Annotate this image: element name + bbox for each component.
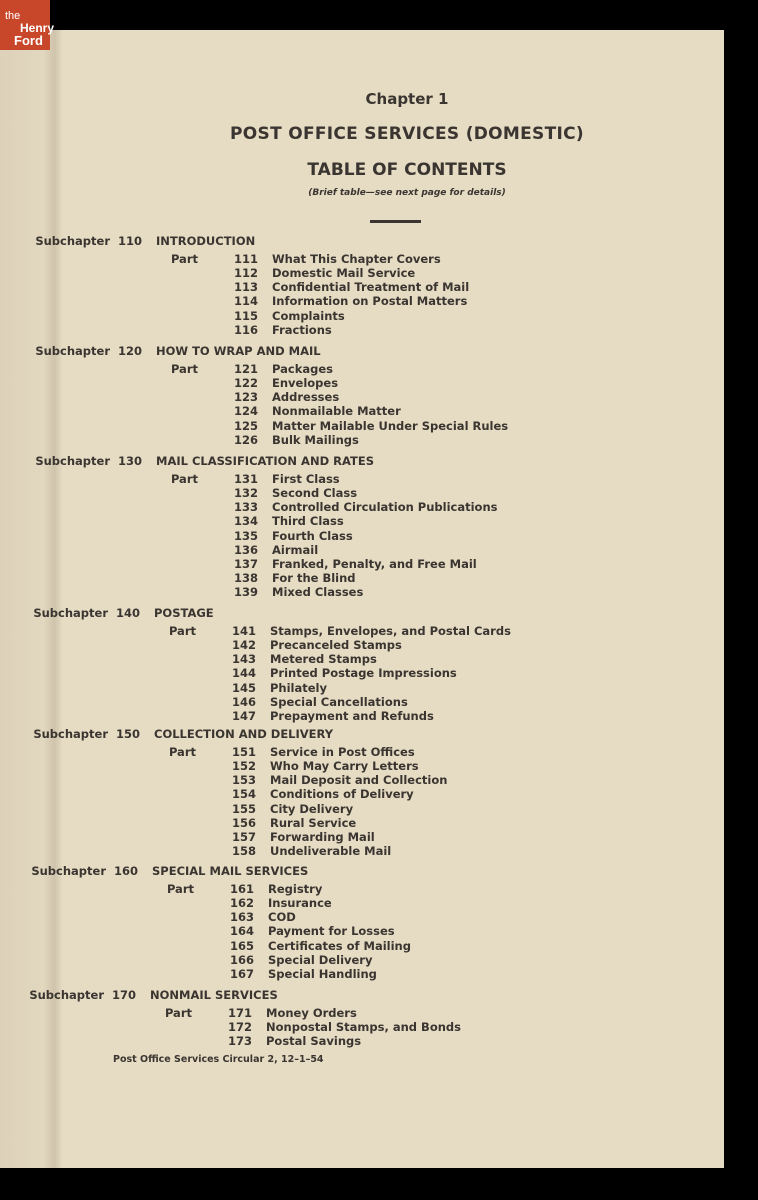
- part-title: Stamps, Envelopes, and Postal Cards: [270, 624, 511, 638]
- part-title: Packages: [272, 362, 333, 376]
- part-number: 131: [234, 472, 259, 486]
- part-title: Nonmailable Matter: [272, 404, 401, 419]
- part-number: 164: [230, 924, 255, 939]
- part-number: 143: [232, 652, 257, 667]
- part-title: Confidential Treatment of Mail: [272, 280, 470, 295]
- part-number: 161: [230, 882, 255, 896]
- subchapter-label: Subchapter: [35, 454, 110, 468]
- part-title: Fractions: [272, 322, 332, 337]
- part-label: Part: [170, 362, 198, 376]
- part-title: Addresses: [272, 390, 340, 405]
- part-number: 133: [234, 500, 259, 515]
- brief-note: (Brief table—see next page for details): [308, 188, 506, 198]
- part-number: 121: [234, 362, 259, 376]
- subchapter-heading: [0, 606, 436, 620]
- part-title: Metered Stamps: [270, 652, 377, 667]
- subchapter-heading: [0, 234, 438, 248]
- subchapter-number: 150: [116, 727, 141, 741]
- part-title: Airmail: [272, 542, 319, 557]
- subchapter-title: NONMAIL SERVICES: [150, 988, 278, 1002]
- part-number: 134: [234, 514, 259, 529]
- part-number: 116: [234, 322, 259, 337]
- part-title: Matter Mailable Under Special Rules: [272, 418, 509, 433]
- part-number: 166: [230, 952, 255, 967]
- logo-ford: Ford: [14, 33, 43, 48]
- part-number: 152: [232, 759, 257, 774]
- part-title: Information on Postal Matters: [272, 294, 468, 309]
- part-number: 112: [234, 266, 259, 281]
- part-number: 132: [234, 486, 259, 501]
- part-label: Part: [170, 252, 198, 266]
- subchapter-title: POSTAGE: [154, 606, 214, 620]
- part-title: Controlled Circulation Publications: [272, 500, 498, 515]
- part-title: For the Blind: [272, 571, 356, 586]
- part-number: 125: [234, 418, 259, 433]
- logo-the: the: [5, 10, 21, 22]
- part-title: Special Cancellations: [270, 694, 408, 709]
- part-title: Registry: [268, 882, 323, 896]
- part-title: Printed Postage Impressions: [270, 666, 457, 681]
- part-title: Bulk Mailings: [272, 432, 359, 447]
- part-title: Payment for Losses: [268, 924, 395, 939]
- subchapter-number: 130: [118, 454, 143, 468]
- part-number: 141: [232, 624, 257, 638]
- part-number: 146: [232, 694, 257, 709]
- subchapter-title: MAIL CLASSIFICATION AND RATES: [156, 454, 374, 468]
- part-label: Part: [164, 1006, 192, 1020]
- subchapter-heading: [0, 988, 432, 1002]
- part-number: 158: [232, 844, 257, 859]
- part-number: 163: [230, 910, 255, 925]
- part-number: 145: [232, 680, 257, 695]
- part-title: City Delivery: [270, 801, 354, 816]
- part-title: Precanceled Stamps: [270, 638, 402, 653]
- part-title: Third Class: [272, 514, 344, 529]
- part-title: Mail Deposit and Collection: [270, 773, 448, 788]
- part-number: 171: [228, 1006, 253, 1020]
- part-title: What This Chapter Covers: [272, 252, 441, 266]
- part-title: Insurance: [268, 896, 332, 911]
- document-subtitle: TABLE OF CONTENTS: [307, 160, 507, 180]
- part-number: 139: [234, 585, 259, 600]
- part-number: 122: [234, 376, 259, 391]
- part-title: Money Orders: [266, 1006, 357, 1020]
- part-label: Part: [168, 745, 196, 759]
- subchapter-number: 120: [118, 344, 143, 358]
- part-number: 115: [234, 308, 259, 323]
- part-number: 113: [234, 280, 259, 295]
- part-title: Undeliverable Mail: [270, 844, 392, 859]
- part-title: Postal Savings: [266, 1034, 362, 1049]
- part-title: Philately: [270, 680, 327, 695]
- divider-rule: [370, 220, 421, 223]
- subchapter-label: Subchapter: [31, 864, 106, 878]
- part-title: Second Class: [272, 486, 358, 501]
- subchapter-heading: [0, 454, 438, 468]
- part-title: Rural Service: [270, 815, 357, 830]
- part-title: Franked, Penalty, and Free Mail: [272, 556, 477, 571]
- part-number: 172: [228, 1020, 253, 1035]
- part-number: 123: [234, 390, 259, 405]
- part-label: Part: [170, 472, 198, 486]
- subchapter-number: 110: [118, 234, 143, 248]
- subchapter-label: Subchapter: [33, 727, 108, 741]
- subchapter-number: 160: [114, 864, 139, 878]
- part-number: 154: [232, 787, 257, 802]
- henry-ford-logo: [0, 0, 55, 50]
- document-title: POST OFFICE SERVICES (DOMESTIC): [230, 124, 584, 144]
- part-number: 156: [232, 815, 257, 830]
- subchapter-number: 140: [116, 606, 141, 620]
- part-title: Mixed Classes: [272, 585, 364, 600]
- part-number: 144: [232, 666, 257, 681]
- part-number: 167: [230, 966, 255, 981]
- subchapter-label: Subchapter: [35, 234, 110, 248]
- part-number: 173: [228, 1034, 253, 1049]
- subchapter-label: Subchapter: [29, 988, 104, 1002]
- part-number: 165: [230, 938, 255, 953]
- part-number: 162: [230, 896, 255, 911]
- part-title: Envelopes: [272, 376, 339, 391]
- subchapter-title: HOW TO WRAP AND MAIL: [156, 344, 321, 358]
- footer-citation: Post Office Services Circular 2, 12–1–54: [113, 1054, 324, 1065]
- subchapter-number: 170: [112, 988, 137, 1002]
- part-title: Prepayment and Refunds: [270, 708, 434, 723]
- part-number: 153: [232, 773, 257, 788]
- part-title: Special Delivery: [268, 952, 373, 967]
- part-number: 142: [232, 638, 257, 653]
- part-title: Fourth Class: [272, 528, 353, 543]
- part-number: 114: [234, 294, 259, 309]
- part-number: 137: [234, 556, 259, 571]
- part-title: Forwarding Mail: [270, 829, 375, 844]
- part-number: 151: [232, 745, 257, 759]
- subchapter-heading: [0, 864, 434, 878]
- part-number: 135: [234, 528, 259, 543]
- logo-henry: Henry: [20, 21, 55, 35]
- part-number: 126: [234, 432, 259, 447]
- part-number: 138: [234, 571, 259, 586]
- part-title: First Class: [272, 472, 340, 486]
- part-label: Part: [168, 624, 196, 638]
- chapter-heading: Chapter 1: [365, 90, 449, 108]
- part-title: Nonpostal Stamps, and Bonds: [266, 1020, 461, 1035]
- subchapter-label: Subchapter: [33, 606, 108, 620]
- subchapter-title: SPECIAL MAIL SERVICES: [152, 864, 309, 878]
- part-number: 124: [234, 404, 259, 419]
- part-number: 155: [232, 801, 257, 816]
- part-number: 157: [232, 829, 257, 844]
- part-label: Part: [166, 882, 194, 896]
- part-title: Service in Post Offices: [270, 745, 415, 759]
- part-title: Complaints: [272, 308, 345, 323]
- part-number: 136: [234, 542, 259, 557]
- part-title: Certificates of Mailing: [268, 938, 411, 953]
- subchapter-title: INTRODUCTION: [156, 234, 256, 248]
- subchapter-title: COLLECTION AND DELIVERY: [154, 727, 334, 741]
- part-number: 147: [232, 708, 257, 723]
- part-title: Domestic Mail Service: [272, 266, 416, 281]
- part-title: Conditions of Delivery: [270, 787, 414, 802]
- subchapter-label: Subchapter: [35, 344, 110, 358]
- part-title: COD: [268, 910, 296, 925]
- part-title: Who May Carry Letters: [270, 759, 419, 774]
- subchapter-heading: [0, 344, 438, 358]
- part-number: 111: [234, 252, 259, 266]
- part-title: Special Handling: [268, 966, 377, 981]
- subchapter-heading: [0, 727, 436, 741]
